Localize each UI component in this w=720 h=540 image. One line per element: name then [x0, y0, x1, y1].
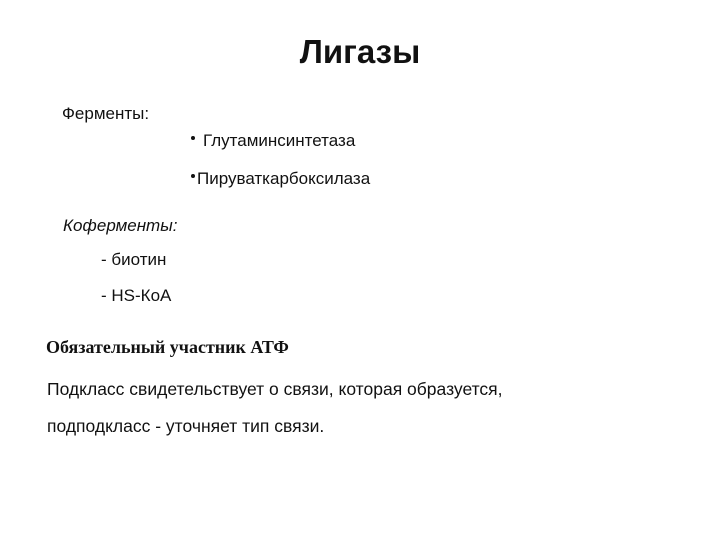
enzyme-item [191, 167, 370, 191]
coenzyme-item: - HS-КоА [101, 286, 172, 305]
atp-note: Обязательный участник АТФ [46, 337, 289, 357]
enzyme-item-label: Пируваткарбоксилаза [197, 169, 371, 188]
description-line: Подкласс свидетельствует о связи, которая образуется, [47, 379, 503, 399]
coenzymes-label: Коферменты: [63, 216, 178, 235]
bullet-icon [191, 136, 195, 140]
enzymes-label: Ферменты: [62, 104, 150, 123]
enzyme-item [191, 129, 355, 153]
bullet-icon [191, 174, 195, 178]
slide-title: Лигазы [299, 33, 421, 70]
enzyme-item-label: Глутаминсинтетаза [203, 131, 356, 150]
description-line: подподкласс - уточняет тип связи. [47, 416, 325, 436]
coenzyme-item: - биотин [101, 250, 167, 269]
